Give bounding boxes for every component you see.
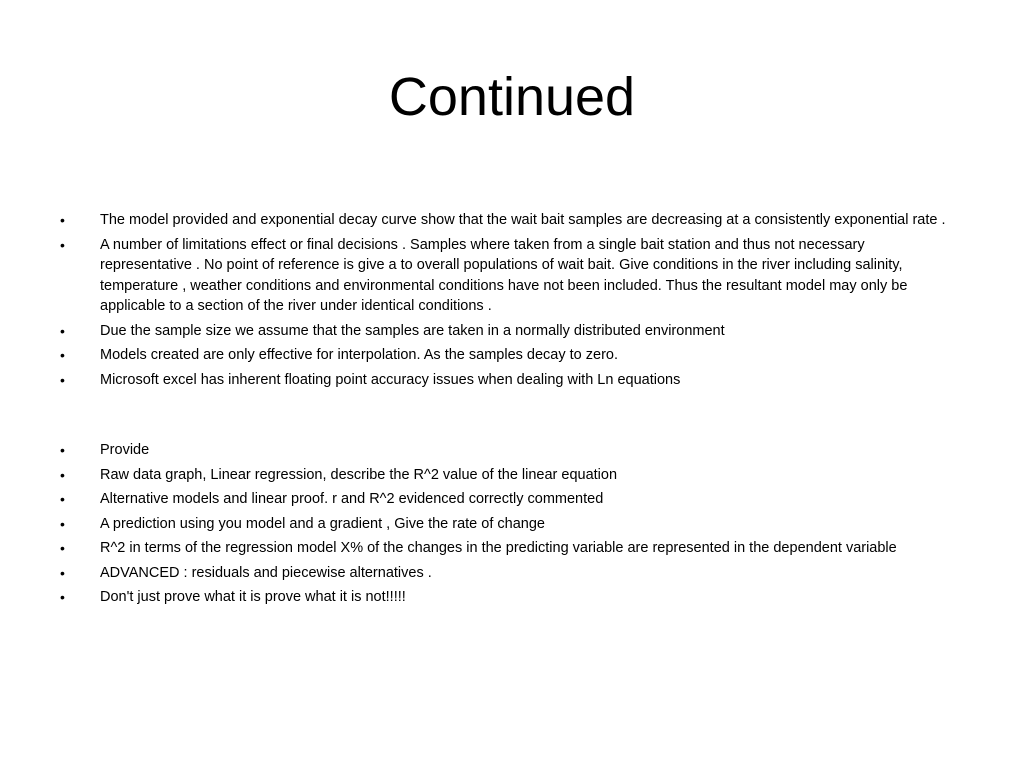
bullet-icon: •: [60, 322, 65, 339]
list-item: [60, 538, 960, 559]
bullet-icon: •: [60, 564, 65, 581]
list-item: [60, 370, 960, 391]
bullet-text: Raw data graph, Linear regression, describe the R^2 value of the linear equation: [100, 466, 618, 483]
list-item: [60, 235, 960, 317]
slide-title: Continued: [388, 67, 636, 127]
bullet-text: ADVANCED : residuals and piecewise alternatives .: [100, 564, 432, 581]
list-item: [60, 489, 960, 510]
list-item: [60, 514, 960, 535]
bullet-text: Alternative models and linear proof. r and R^2 evidenced correctly commented: [100, 491, 604, 507]
list-item: [60, 345, 960, 366]
bullet-icon: •: [60, 371, 65, 388]
list-item: [60, 587, 960, 608]
list-item: [60, 321, 960, 342]
bullet-text: A number of limitations effect or final decisions . Samples where taken from a single bait station and thus not necessary representative . No point of reference is give a to overall populations of wait bait. Give conditions in the river including salinity, temperature , weather conditions and environmental conditions have not been included. Thus the resultant model may only be applicable to a section of the river under identical conditions .: [100, 236, 908, 314]
bullet-list: [60, 210, 960, 612]
bullet-icon: •: [60, 466, 65, 483]
bullet-icon: •: [60, 212, 65, 228]
bullet-icon: •: [60, 347, 65, 363]
bullet-text: Due the sample size we assume that the samples are taken in a normally distributed environment: [100, 322, 725, 339]
bullet-text: A prediction using you model and a gradient , Give the rate of change: [100, 515, 545, 532]
bullet-text: The model provided and exponential decay curve show that the wait bait samples are decreasing at a consistently exponential rate .: [100, 212, 946, 228]
bullet-icon: •: [60, 540, 65, 556]
bullet-text: Don't just prove what it is prove what it is not!!!!!: [100, 589, 406, 605]
list-item: [60, 563, 960, 584]
bullet-icon: •: [60, 236, 65, 253]
bullet-text: Microsoft excel has inherent floating point accuracy issues when dealing with Ln equations: [100, 371, 681, 388]
list-item: [60, 210, 960, 231]
bullet-icon: •: [60, 442, 65, 458]
bullet-text: Provide: [100, 442, 150, 458]
bullet-icon: •: [60, 491, 65, 507]
bullet-text: R^2 in terms of the regression model X% of the changes in the predicting variable are represented in the dependent variable: [100, 540, 897, 556]
bullet-text: Models created are only effective for interpolation. As the samples decay to zero.: [100, 347, 618, 363]
list-item: [60, 440, 960, 461]
list-item: [60, 465, 960, 486]
bullet-icon: •: [60, 589, 65, 605]
bullet-icon: •: [60, 515, 65, 532]
